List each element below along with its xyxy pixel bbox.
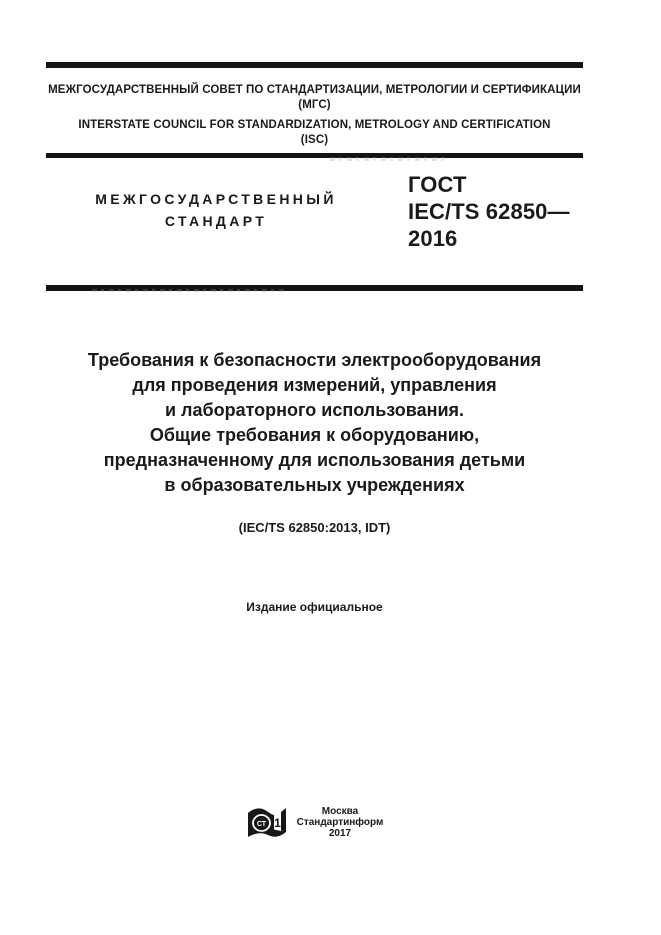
- logo-one-glyph: 1: [274, 816, 281, 830]
- title-line: для проведения измерений, управления: [132, 375, 497, 395]
- title-line: Общие требования к оборудованию,: [149, 425, 480, 445]
- title-line: предназначенному для использования детьми: [103, 450, 526, 470]
- standartinform-logo-icon: [247, 806, 287, 840]
- top-divider-rule: [46, 62, 583, 68]
- designation-number: IEC/TS 62850—: [408, 199, 570, 224]
- title-line: и лабораторного использования.: [164, 400, 465, 420]
- council-abbr-ru: (МГС): [298, 99, 331, 111]
- title-line: Требования к безопасности электрооборудования: [87, 350, 542, 370]
- council-name-en: INTERSTATE COUNCIL FOR STANDARDIZATION, METROLOGY AND CERTIFICATION: [78, 119, 551, 131]
- imprint-year: 2017: [328, 828, 352, 839]
- standard-kind-label: [46, 188, 386, 232]
- standard-kind-line1: МЕЖГОСУДАРСТВЕННЫЙ: [95, 191, 337, 207]
- idt-reference: (IEC/TS 62850:2013, IDT): [238, 520, 391, 535]
- header-divider-rule: [46, 153, 583, 158]
- document-title: [46, 348, 583, 498]
- imprint: [285, 806, 395, 839]
- scan-artifact: [330, 157, 445, 161]
- title-line: в образовательных учреждениях: [164, 475, 465, 495]
- designation-gost: ГОСТ: [408, 172, 467, 197]
- council-name-ru: МЕЖГОСУДАРСТВЕННЫЙ СОВЕТ ПО СТАНДАРТИЗАЦИИ, МЕТРОЛОГИИ И СЕРТИФИКАЦИИ: [48, 84, 581, 96]
- council-header-en: [46, 118, 583, 148]
- logo-ct-glyph: СТ: [256, 821, 267, 828]
- imprint-city: Москва: [321, 806, 359, 817]
- edition-note: Издание официальное: [246, 600, 383, 614]
- standard-kind-line2: СТАНДАРТ: [164, 213, 268, 229]
- imprint-publisher: Стандартинформ: [296, 817, 384, 828]
- council-abbr-en: (ISC): [300, 134, 329, 146]
- designation-year: 2016: [408, 226, 458, 251]
- standard-designation: [408, 171, 608, 252]
- council-header: [46, 83, 583, 148]
- scan-artifact: [92, 289, 287, 292]
